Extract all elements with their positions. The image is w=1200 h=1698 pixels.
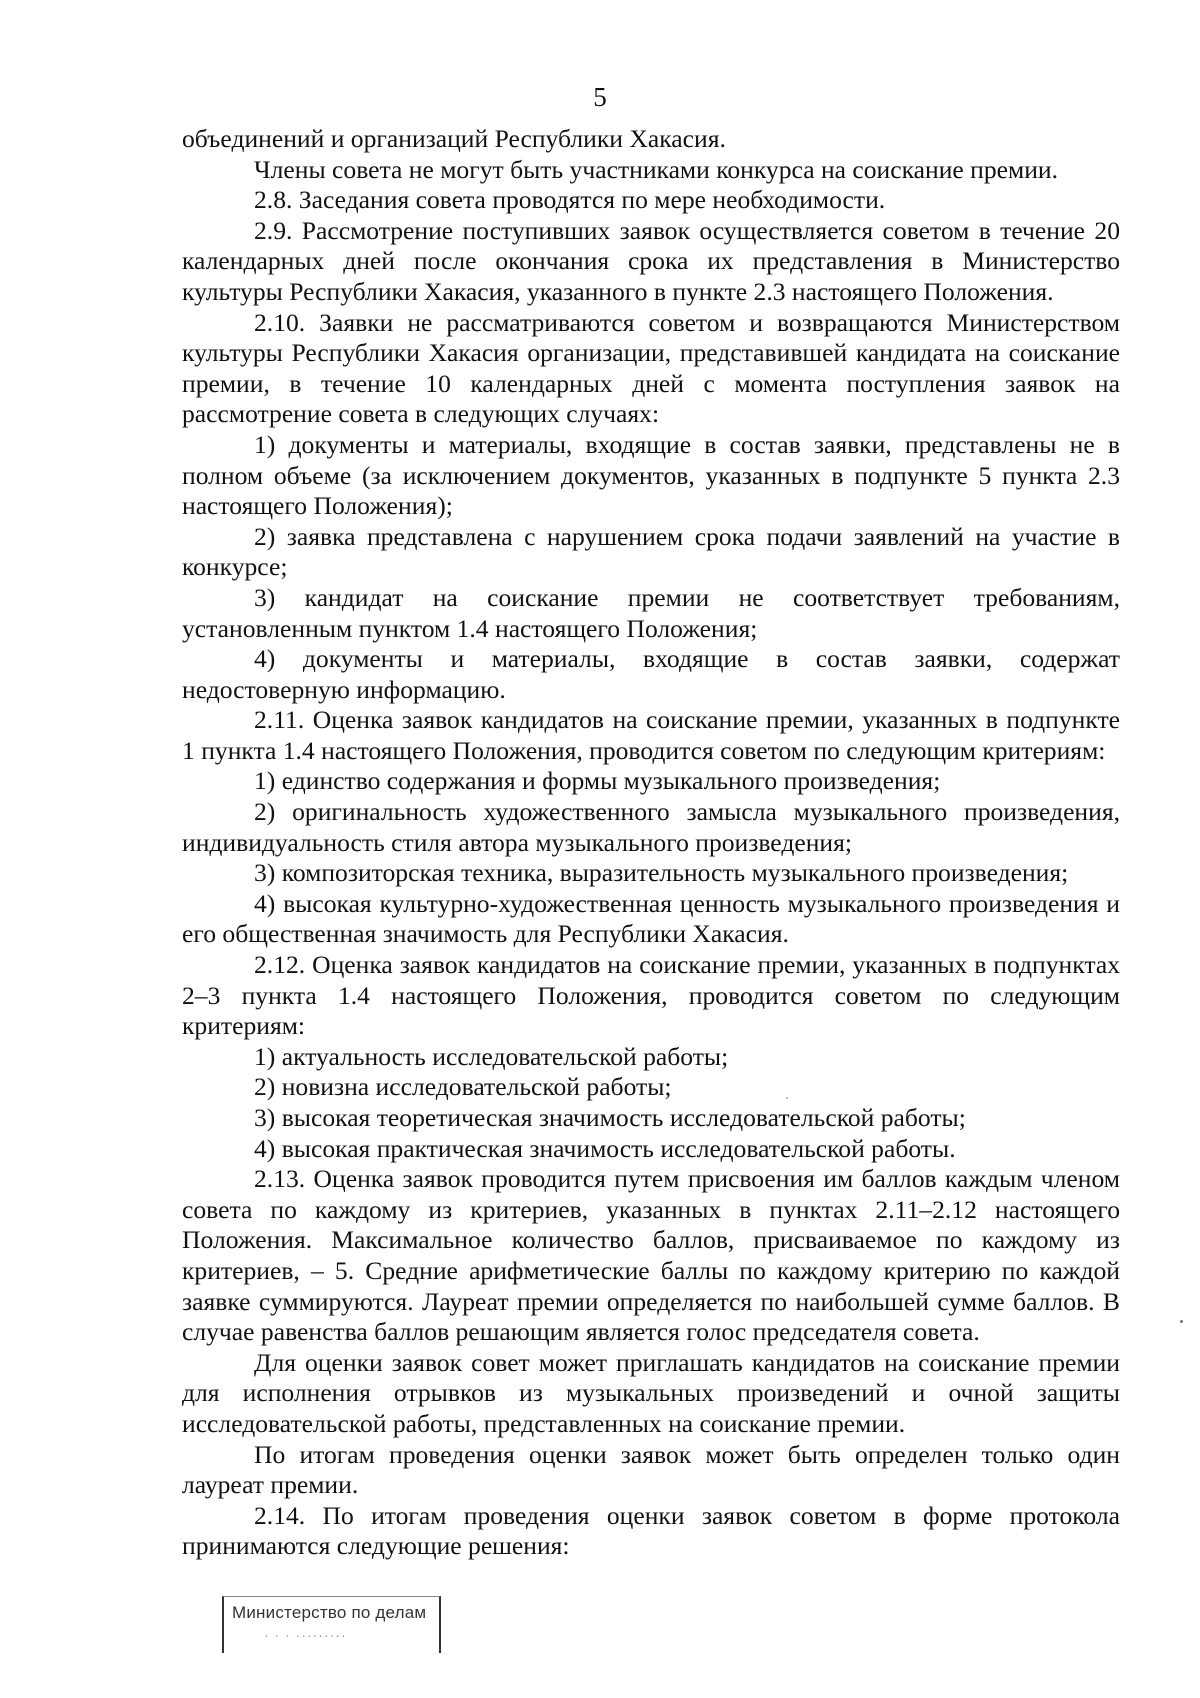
stamp-line-1: Министерство по делам [232,1603,427,1622]
list-item: 2) оригинальность художественного замысла музыкального произведения, индивидуальность стиля автора музыкального произведения; [182,797,1120,857]
list-item: 4) документы и материалы, входящие в состав заявки, содержат недостоверную информацию. [182,644,1120,704]
page-number: 5 [593,82,607,112]
list-item: 1) единство содержания и формы музыкального произведения; [254,766,941,796]
paragraph: По итогам проведения оценки заявок может быть определен только один лауреат премии. [182,1439,1120,1500]
list-item: 2) заявка представлена с нарушением срока подачи заявлений на участие в конкурсе; [182,521,1120,582]
paragraph: 2.9. Рассмотрение поступивших заявок осуществляется советом в течение 20 календарных дней после окончания срока их представления в Министерство культуры Республики Хакасия, указанного в пункте 2.3 настоящего Положения. [182,215,1120,306]
paragraph: 2.12. Оценка заявок кандидатов на соискание премии, указанных в подпунктах 2–3 пункта 1.4 настоящего Положения, проводится советом по следующим критериям: [182,950,1120,1041]
paragraph: Члены совета не могут быть участниками конкурса на соискание премии. [254,154,1059,184]
list-item: 4) высокая практическая значимость исследовательской работы. [254,1133,956,1163]
list-item: 1) актуальность исследовательской работы; [254,1041,729,1071]
paragraph: 2.11. Оценка заявок кандидатов на соискание премии, указанных в подпункте 1 пункта 1.4 настоящего Положения, проводится советом по следующим критериям: [182,705,1120,765]
document-body [182,124,1120,1562]
scan-speck [786,1097,788,1099]
list-item: 3) композиторская техника, выразительность музыкального произведения; [254,858,1069,888]
paragraph: 2.8. Заседания совета проводятся по мере необходимости. [254,185,886,215]
list-item: 1) документы и материалы, входящие в состав заявки, представлены не в полном объеме (за исключением документов, указанных в подпункте 5 пункта 2.3 настоящего Положения); [182,429,1120,521]
list-item: 3) высокая теоретическая значимость исследовательской работы; [254,1103,966,1132]
list-item: 4) высокая культурно-художественная ценность музыкального произведения и его общественная значимость для Республики Хакасия. [182,888,1120,949]
scan-speck [1180,1320,1183,1323]
paragraph: объединений и организаций Республики Хакасия. [182,124,726,153]
paragraph: 2.10. Заявки не рассматриваются советом и возвращаются Министерством культуры Республики Хакасия организации, представившей кандидата на соискание премии, в течение 10 календарных дней с момента поступления заявок на рассмотрение совета в следующих случаях: [182,307,1120,429]
paragraph: 2.14. По итогам проведения оценки заявок советом в форме протокола принимаются следующие решения: [182,1500,1120,1561]
stamp-line-2: · · · ········· [264,1627,347,1643]
list-item: 3) кандидат на соискание премии не соответствует требованиям, установленным пунктом 1.4 настоящего Положения; [182,582,1120,643]
paragraph: 2.13. Оценка заявок проводится путем присвоения им баллов каждым членом совета по каждому из критериев, указанных в пунктах 2.11–2.12 настоящего Положения. Максимальное количество баллов, присваиваемое по каждому из критериев, – 5. Средние арифметические баллы по каждому критерию по каждой заявке суммируются. Лауреат премии определяется по наибольшей сумме баллов. В случае равенства баллов решающим является голос председателя совета. [182,1164,1120,1347]
list-item: 2) новизна исследовательской работы; [254,1072,672,1102]
paragraph: Для оценки заявок совет может приглашать кандидатов на соискание премии для исполнения отрывков из музыкальных произведений и очной защиты исследовательской работы, представленных на соискание премии. [182,1347,1120,1438]
registration-stamp [222,1596,441,1653]
